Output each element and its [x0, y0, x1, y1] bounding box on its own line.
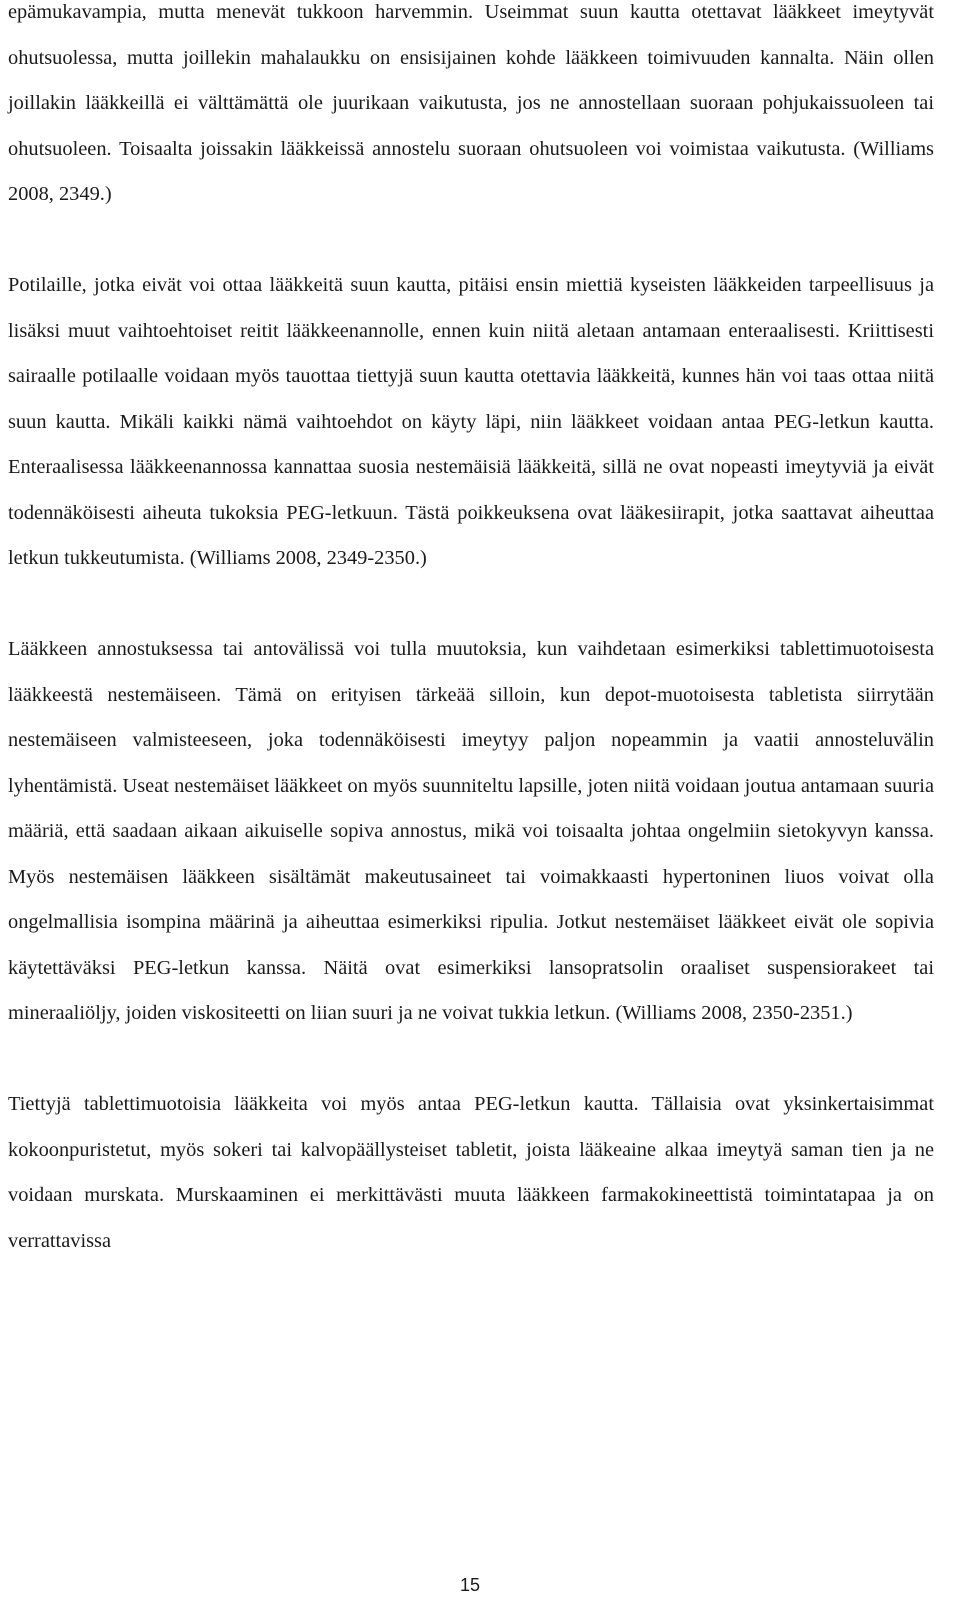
page-number: 15: [459, 1575, 481, 1595]
paragraph-1: epämukavampia, mutta menevät tukkoon harvemmin. Useimmat suun kautta otettavat lääkkeet imeytyvät ohutsuolessa, mutta joillekin mahalaukku on ensisijainen kohde lääkkeen toimivuuden kannalta. Näin ollen joillakin lääkkeillä ei välttämättä ole juurikaan vaikutusta, jos ne annostellaan suoraan pohjukaissuoleen tai ohutsuoleen. Toisaalta joissakin lääkkeissä annostelu suoraan ohutsuoleen voi voimistaa vaikutusta. (Williams 2008, 2349.): [8, 1, 934, 205]
paragraph-4: Tiettyjä tablettimuotoisia lääkkeita voi myös antaa PEG-letkun kautta. Tällaisia ovat yksinkertaisimmat kokoonpuristetut, myös sokeri tai kalvopäällysteiset tabletit, joista lääkeaine alkaa imeytyä saman tien ja ne voidaan murskata. Murskaaminen ei merkittävästi muuta lääkkeen farmakokineettistä toimintatapaa ja on verrattavissa: [8, 1093, 934, 1252]
body-text: [8, 0, 934, 1264]
paragraph-3: Lääkkeen annostuksessa tai antovälissä voi tulla muutoksia, kun vaihdetaan esimerkiksi tablettimuotoisesta lääkkeestä nestemäiseen. Tämä on erityisen tärkeää silloin, kun depot-muotoisesta tabletista siirrytään nestemäiseen valmisteeseen, joka todennäköisesti imeytyy paljon nopeammin ja vaatii annosteluvälin lyhentämistä. Useat nestemäiset lääkkeet on myös suunniteltu lapsille, joten niitä voidaan joutua antamaan suuria määriä, että saadaan aikaan aikuiselle sopiva annostus, mikä voi toisaalta johtaa ongelmiin sietokyvyn kanssa. Myös nestemäisen lääkkeen sisältämät makeutusaineet tai voimakkaasti hypertoninen liuos voivat olla ongelmallisia isompina määrinä ja aiheuttaa esimerkiksi ripulia. Jotkut nestemäiset lääkkeet eivät ole sopivia käytettäväksi PEG-letkun kanssa. Näitä ovat esimerkiksi lansopratsolin oraaliset suspensiorakeet tai mineraaliöljy, joiden viskositeetti on liian suuri ja ne voivat tukkia letkun. (Williams 2008, 2350-2351.): [8, 638, 934, 1024]
paragraph-2: Potilaille, jotka eivät voi ottaa lääkkeitä suun kautta, pitäisi ensin miettiä kyseisten lääkkeiden tarpeellisuus ja lisäksi muut vaihtoehtoiset reitit lääkkeenannolle, ennen kuin niitä aletaan antamaan enteraalisesti. Kriittisesti sairaalle potilaalle voidaan myös tauottaa tiettyjä suun kautta otettavia lääkkeitä, kunnes hän voi taas ottaa niitä suun kautta. Mikäli kaikki nämä vaihtoehdot on käyty läpi, niin lääkkeet voidaan antaa PEG-letkun kautta. Enteraalisessa lääkkeenannossa kannattaa suosia nestemäisiä lääkkeitä, sillä ne ovat nopeasti imeytyviä ja eivät todennäköisesti aiheuta tukoksia PEG-letkuun. Tästä poikkeuksena ovat lääkesiirapit, jotka saattavat aiheuttaa letkun tukkeutumista. (Williams 2008, 2349-2350.): [8, 274, 934, 569]
